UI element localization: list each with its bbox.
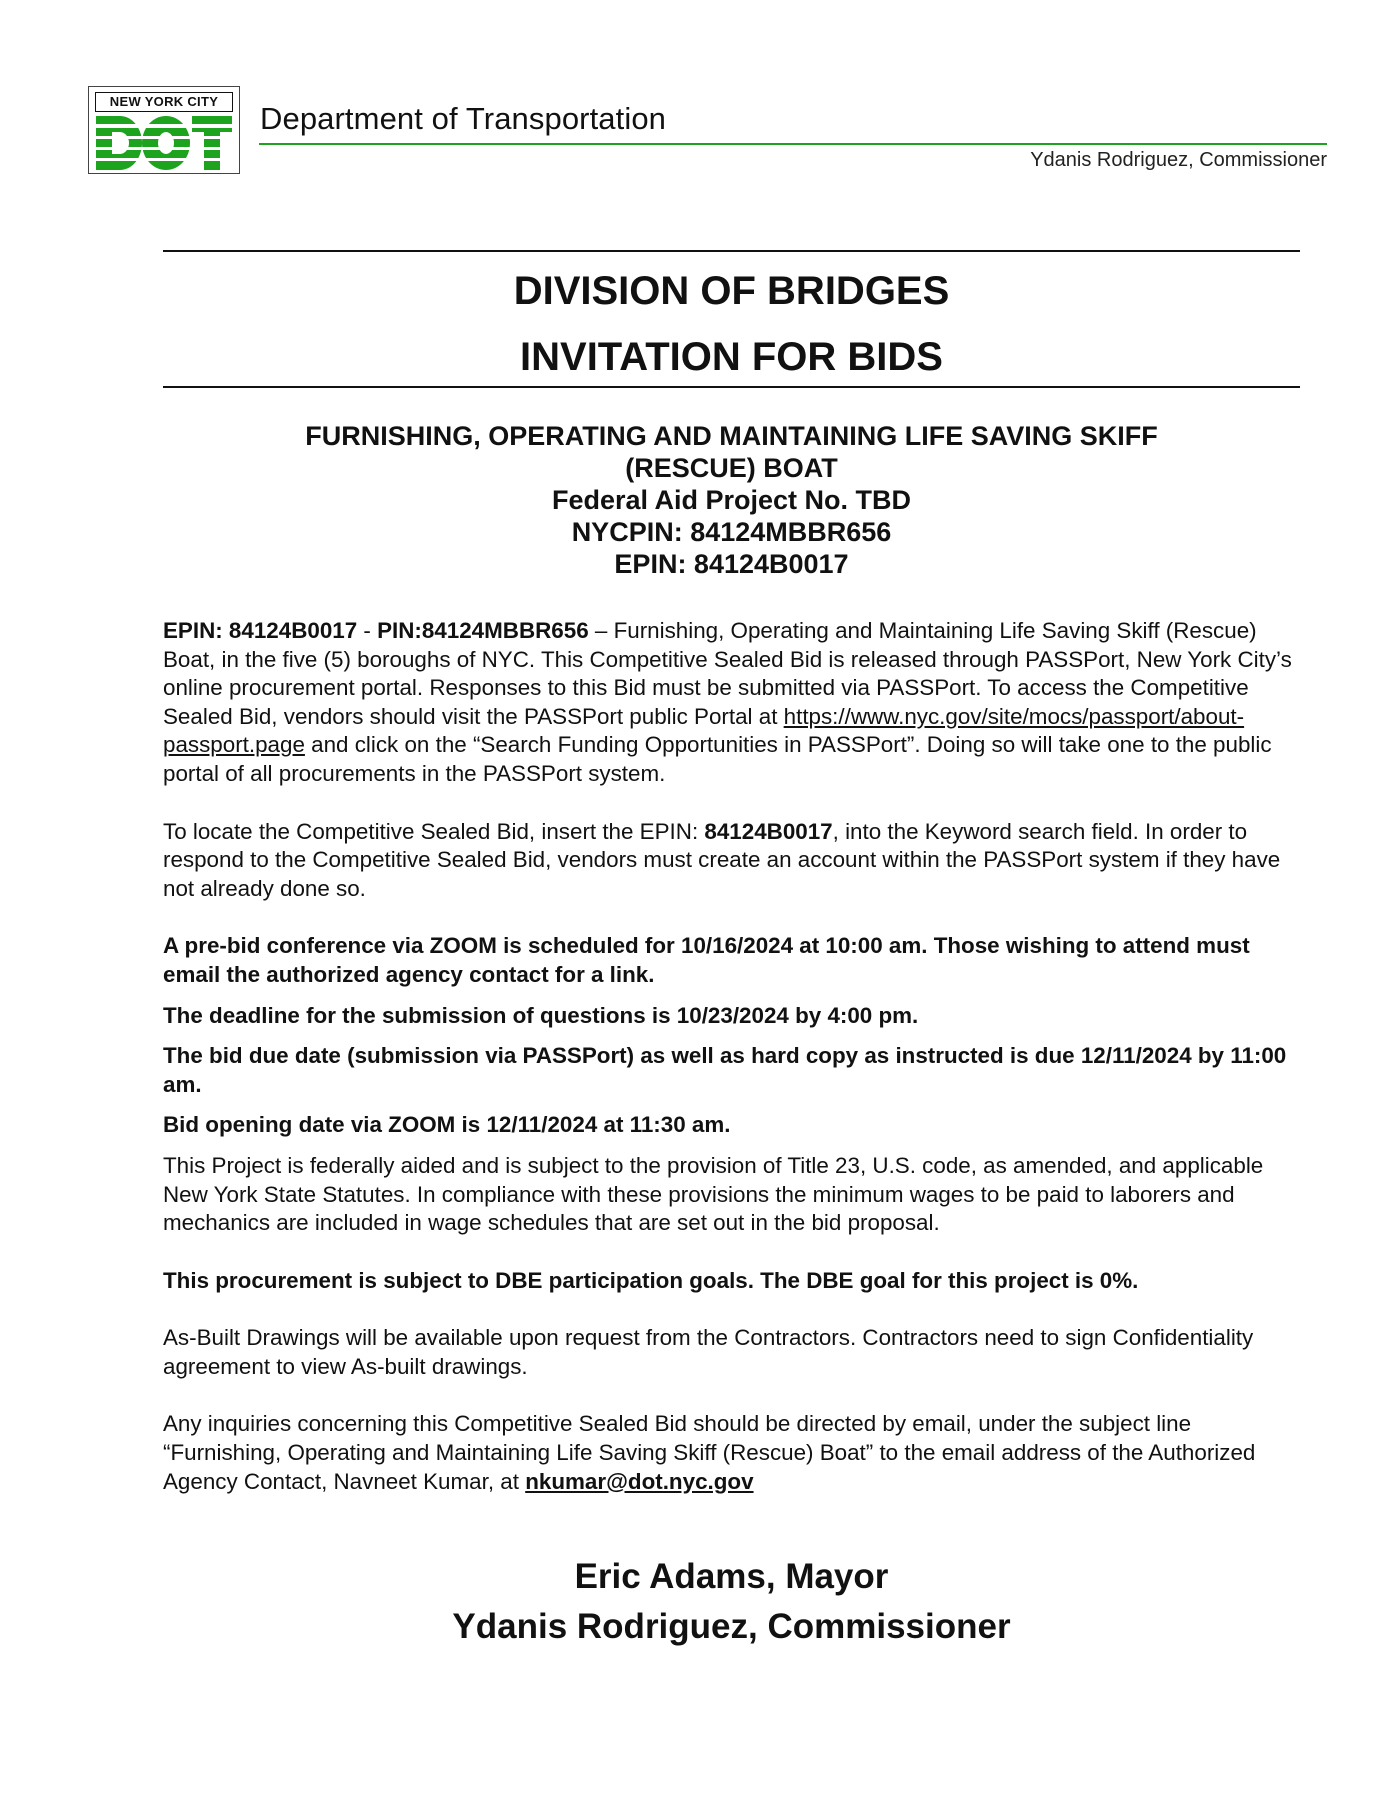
inquiries-paragraph [163, 1410, 1300, 1496]
inquiries-text: Any inquiries concerning this Competitive Sealed Bid should be directed by email, under the subject line “Furnishing, Operating and Maintaining Life Saving Skiff (Rescue) Boat” to the email address of the Authorized Agency Contact, Navneet Kumar, at [163, 1411, 1256, 1494]
locate-text: To locate the Competitive Sealed Bid, insert the EPIN: [163, 818, 705, 844]
header-rule [259, 143, 1327, 145]
commissioner-name: Ydanis Rodriguez, Commissioner [452, 1607, 1011, 1646]
signature-block [163, 1552, 1300, 1652]
prebid-conference: A pre-bid conference via ZOOM is scheduled for 10/16/2024 at 10:00 am. Those wishing to attend must email the authorized agency contact for a link. [163, 933, 1250, 987]
intro-separator: - [357, 618, 378, 643]
locate-paragraph [163, 818, 1300, 904]
invitation-heading: INVITATION FOR BIDS [520, 335, 943, 379]
project-heading [163, 420, 1300, 580]
logo-city-label: NEW YORK CITY [95, 92, 233, 112]
locate-epin: 84124B0017 [704, 818, 833, 844]
project-name-line2: (RESCUE) BOAT [625, 453, 838, 483]
contact-email-link[interactable]: nkumar@dot.nyc.gov [525, 1468, 754, 1494]
bid-due-date: The bid due date (submission via PASSPort) as well as hard copy as instructed is due 12/11/2024 by 11:00 am. [163, 1043, 1287, 1097]
bid-opening-date: Bid opening date via ZOOM is 12/11/2024 at 11:30 am. [163, 1112, 731, 1138]
federal-aid-number: Federal Aid Project No. TBD [551, 485, 912, 515]
intro-text: – Furnishing, Operating and Maintaining Life Saving Skiff (Rescue) Boat, in the five (5) boroughs of NYC. This Competitive Sealed Bid is released through PASSPort, New York City’s online procurement portal. Responses to this Bid must be submitted via PASSPort. To access the Competitive Sealed Bid, vendors should visit the PASSPort public Portal at [163, 618, 1292, 729]
intro-text-end: and click on the “Search Funding Opportunities in PASSPort”. Doing so will take one to the public portal of all procurements in the PASSPort system. [163, 732, 1272, 786]
department-name: Department of Transportation [260, 101, 667, 136]
mayor-name: Eric Adams, Mayor [574, 1557, 889, 1596]
drawings-paragraph: As-Built Drawings will be available upon request from the Contractors. Contractors need to sign Confidentiality agreement to view As-built drawings. [163, 1325, 1254, 1379]
dbe-paragraph: This procurement is subject to DBE participation goals. The DBE goal for this project is 0%. [163, 1267, 1139, 1293]
intro-epin: EPIN: 84124B0017 [163, 618, 358, 643]
document-title [163, 258, 1300, 390]
letterhead [0, 0, 1391, 200]
intro-pin: PIN:84124MBBR656 [377, 618, 589, 643]
nycpin: NYCPIN: 84124MBBR656 [571, 517, 892, 547]
notice-body [163, 617, 1300, 1496]
title-bottom-rule [163, 386, 1300, 388]
passport-link[interactable]: https://www.nyc.gov/site/mocs/passport/about-passport.page [163, 703, 1245, 758]
dot-logo-mark [94, 116, 234, 170]
questions-deadline: The deadline for the submission of questions is 10/23/2024 by 4:00 pm. [163, 1002, 919, 1028]
locate-text-end: , into the Keyword search field. In order to respond to the Competitive Sealed Bid, vendors must create an account within the PASSPort system if they have not already done so. [163, 818, 1281, 901]
epin: EPIN: 84124B0017 [614, 549, 849, 579]
header-commissioner: Ydanis Rodriguez, Commissioner [1030, 149, 1327, 171]
project-name-line1: FURNISHING, OPERATING AND MAINTAINING LIFE SAVING SKIFF [305, 421, 1158, 451]
nyc-dot-logo [88, 86, 240, 174]
title-top-rule [163, 250, 1300, 252]
intro-paragraph [163, 617, 1300, 789]
federal-aid-paragraph: This Project is federally aided and is subject to the provision of Title 23, U.S. code, as amended, and applicable New York State Statutes. In compliance with these provisions the minimum wages to be paid to laborers and mechanics are included in wage schedules that are set out in the bid proposal. [163, 1152, 1264, 1236]
division-name: DIVISION OF BRIDGES [513, 269, 950, 313]
